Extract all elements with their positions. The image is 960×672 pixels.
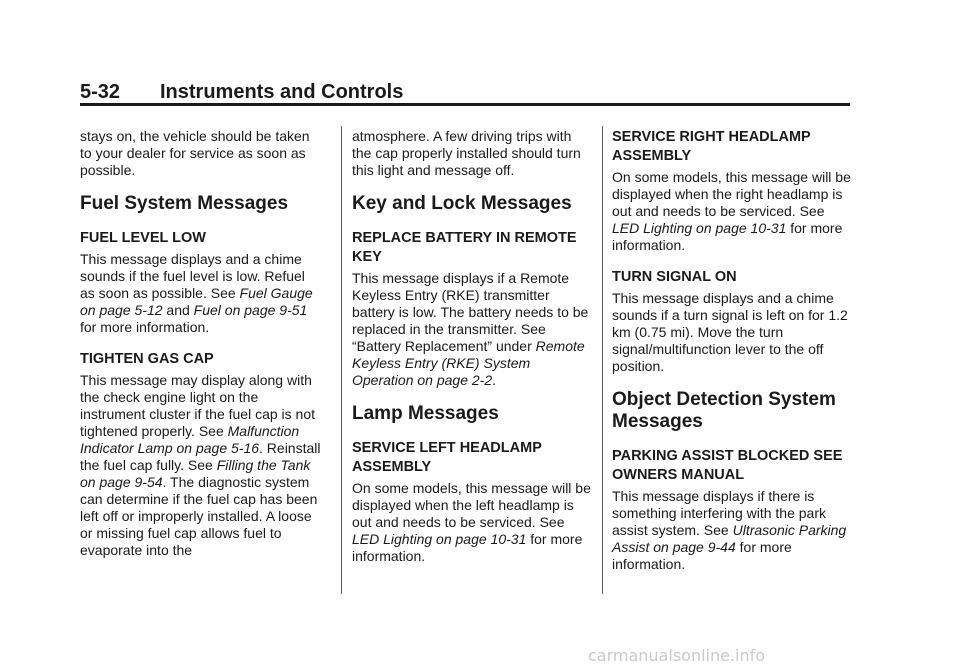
led-lighting-ref-right: LED Lighting on page 10-31 <box>612 220 787 236</box>
mil-ref: Malfunction Indicator Lamp on page 5-16 <box>80 423 300 456</box>
object-detection-heading: Object Detection System Messages <box>612 389 836 432</box>
led-lighting-ref-left: LED Lighting on page 10-31 <box>352 531 527 547</box>
tighten-gas-cap-paragraph: This message may display along with the check engine light on the instrument cluster if the fuel cap is not tightened properly. See Malfunction Indicator Lamp on page 5-16. Reinstall the fuel cap fully. See Filling the Tank on page 9-54. The diagnostic system can determine if the fuel cap has been left off or improperly installed. A loose or missing fuel cap allows fuel to evaporate into the <box>80 372 321 558</box>
column-divider-1 <box>341 126 342 594</box>
fuel-level-low-paragraph: This message displays and a chime sounds if the fuel level is low. Refuel as soon as possible. See Fuel Gauge on page 5-12 and Fuel on page 9-51 for more information. <box>80 251 313 335</box>
parking-assist-title: PARKING ASSIST BLOCKED SEE OWNERS MANUAL <box>612 448 843 483</box>
lamp-messages-heading: Lamp Messages <box>352 403 499 424</box>
fuel-system-heading: Fuel System Messages <box>80 193 289 214</box>
filling-tank-ref: Filling the Tank on page 9-54 <box>80 457 311 490</box>
key-lock-heading: Key and Lock Messages <box>352 193 572 214</box>
continued-paragraph: atmosphere. A few driving trips with the cap properly installed should turn this light and message off. <box>352 128 581 178</box>
turn-signal-on-title: TURN SIGNAL ON <box>612 269 737 285</box>
parking-assist-paragraph: This message displays if there is something interfering with the park assist system. See Ultrasonic Parking Assist on page 9-44 for more information. <box>612 488 847 572</box>
service-left-headlamp-paragraph: On some models, this message will be displayed when the left headlamp is out and needs to be serviced. See LED Lighting on page 10-31 for more information. <box>352 480 591 564</box>
replace-battery-paragraph: This message displays if a Remote Keyless Entry (RKE) transmitter battery is low. The battery needs to be replaced in the transmitter. See “Battery Replacement” under Remote Keyless Entry (RKE) System Operation on page 2-2. <box>352 270 589 388</box>
header-rule <box>80 103 850 106</box>
replace-battery-title: REPLACE BATTERY IN REMOTE KEY <box>352 230 577 265</box>
rke-ref: Remote Keyless Entry (RKE) System Operation on page 2-2 <box>352 338 585 388</box>
column-divider-2 <box>602 126 603 594</box>
ultrasonic-ref: Ultrasonic Parking Assist on page 9-44 <box>612 522 847 555</box>
section-title: Instruments and Controls <box>160 81 404 103</box>
fuel-gauge-ref: Fuel Gauge on page 5-12 <box>80 285 313 318</box>
watermark: carmanualsonline.info <box>588 646 766 665</box>
turn-signal-on-paragraph: This message displays and a chime sounds if a turn signal is left on for 1.2 km (0.75 mi). Move the turn signal/multifunction lever to the off position. <box>612 290 848 374</box>
page-number: 5-32 <box>80 81 121 103</box>
service-right-headlamp-title: SERVICE RIGHT HEADLAMP ASSEMBLY <box>612 129 811 164</box>
column-3 <box>612 128 854 573</box>
column-2 <box>352 128 594 565</box>
fuel-ref: Fuel on page 9-51 <box>193 302 308 318</box>
intro-paragraph: stays on, the vehicle should be taken to your dealer for service as soon as possible. <box>80 128 310 178</box>
fuel-level-low-title: FUEL LEVEL LOW <box>80 230 206 246</box>
tighten-gas-cap-title: TIGHTEN GAS CAP <box>80 351 214 367</box>
column-1 <box>80 128 322 559</box>
service-left-headlamp-title: SERVICE LEFT HEADLAMP ASSEMBLY <box>352 440 542 475</box>
service-right-headlamp-paragraph: On some models, this message will be displayed when the right headlamp is out and needs to be serviced. See LED Lighting on page 10-31 for more information. <box>612 169 851 253</box>
